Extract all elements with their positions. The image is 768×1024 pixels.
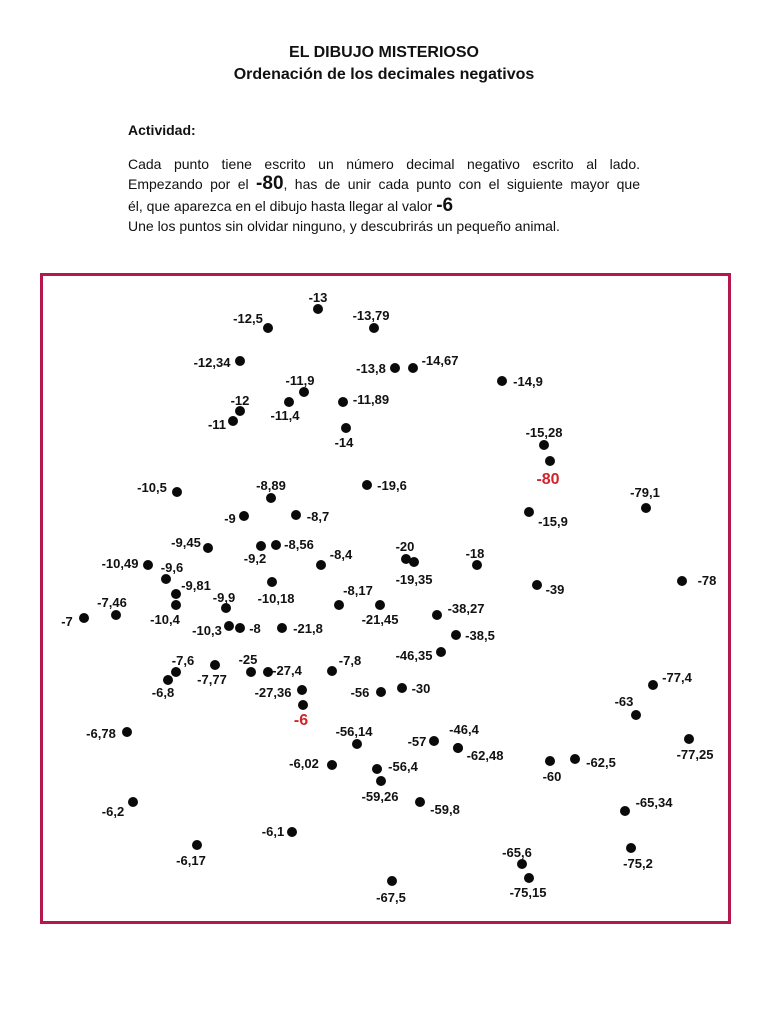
dot-label: -63 [614,694,634,709]
dot-label: -8,17 [343,583,373,598]
dot-label: -19,35 [395,572,433,587]
dot-marker [327,760,337,770]
dot-label: -7,8 [338,653,362,668]
dot-point [453,743,503,763]
dot-marker [631,710,641,720]
dot-point [615,694,641,720]
dot-label: -6,2 [101,804,125,819]
dot-marker [397,683,407,693]
dot-point [137,480,182,497]
dot-label: -79,1 [630,485,660,500]
dot-point [570,754,616,770]
dot-point [263,663,303,678]
dot-marker [517,859,527,869]
dot-marker [497,376,507,386]
dot-point [208,416,238,432]
dot-point [171,653,194,677]
dot-point [256,478,286,503]
dot-point [197,660,227,687]
dot-marker [641,503,651,513]
dot-marker [570,754,580,764]
dot-label: -59,8 [430,802,460,817]
dot-label: -6,8 [151,685,175,700]
dot-marker [128,797,138,807]
dot-marker [256,541,266,551]
dot-point [327,653,361,676]
dot-point [524,507,568,529]
activity-label: Actividad: [128,122,196,138]
dot-point [277,621,323,636]
dot-marker [122,727,132,737]
dot-point [289,756,337,771]
dot-label: -19,6 [377,478,407,493]
dot-label: -62,5 [586,755,616,770]
dot-marker [375,600,385,610]
dot-point [233,311,273,333]
dot-point [510,873,547,900]
dot-label: -6,17 [176,853,206,868]
dot-point [396,557,433,587]
dot-label: -9,2 [243,551,267,566]
dot-label: -27,4 [272,663,302,678]
dot-label: -12 [230,393,250,408]
dot-label: -75,2 [623,856,653,871]
dot-marker [299,387,309,397]
dot-label: -38,27 [447,601,485,616]
dot-point [356,361,400,376]
dot-label: -10,5 [137,480,167,495]
dot-marker [376,687,386,697]
dot-marker [626,843,636,853]
dot-label: -21,45 [361,612,399,627]
dot-marker [453,743,463,753]
dot-marker [266,493,276,503]
dot-label: -39 [545,582,565,597]
dot-point [194,355,245,370]
dot-point [316,547,353,570]
dot-point [294,700,308,729]
page-title: EL DIBUJO MISTERIOSO [289,44,479,61]
dot-point [213,590,235,613]
dot-marker [297,685,307,695]
dot-label: -9 [224,511,236,526]
dot-marker [429,736,439,746]
dot-point [224,511,249,526]
dot-point [262,824,297,839]
dot-label: -10,4 [150,612,180,627]
dot-label: -65,34 [635,795,673,810]
end-number: -6 [436,195,454,216]
dot-point [334,583,373,610]
dot-label: -8,56 [284,537,314,552]
dot-label: -56,14 [335,724,373,739]
dot-label: -7,46 [97,595,127,610]
dot-point [677,573,716,588]
dot-point [415,797,460,817]
dot-point [497,374,543,389]
dot-point [150,600,181,627]
dot-label: -8 [249,621,261,636]
dot-point [271,537,314,552]
dot-point [255,685,307,700]
dot-point [258,577,295,606]
dot-point [244,541,266,566]
dot-label: -30 [411,681,431,696]
dot-marker [267,577,277,587]
dot-label: -7,77 [197,672,227,687]
dot-label: -46,35 [395,648,433,663]
dot-marker [369,323,379,333]
dot-point [466,546,485,570]
dot-label: -6,78 [86,726,116,741]
dot-point [451,628,495,643]
dot-point [532,580,564,597]
dot-marker [239,511,249,521]
dot-label: -25 [238,652,258,667]
instruction-line-2-post: , has de unir cada punto con el siguiente mayor que [283,176,640,192]
dot-marker [338,397,348,407]
dot-label: -20 [395,539,415,554]
dot-label: -13,79 [352,308,390,323]
dot-marker [224,621,234,631]
dot-marker [390,363,400,373]
dot-marker [409,557,419,567]
dot-point [351,685,386,700]
dot-point [526,425,563,450]
dot-label: -77,25 [676,747,714,762]
dot-point [235,621,261,636]
dot-label: -7,6 [171,653,195,668]
dot-marker [648,680,658,690]
dot-marker [284,397,294,407]
dot-point [432,601,484,620]
dot-label: -13,8 [356,361,386,376]
dot-point [630,485,660,513]
dot-point [677,734,714,762]
dot-label: -11,9 [285,373,315,388]
dot-label: -80 [536,471,560,488]
dot-label: -8,4 [329,547,353,562]
dot-point [61,613,89,629]
dot-marker [684,734,694,744]
dot-label: -56,4 [388,759,418,774]
dot-label: -15,28 [525,425,563,440]
dot-marker [524,873,534,883]
dot-label: -14,9 [513,374,543,389]
dot-label: -77,4 [662,670,692,685]
dot-marker [171,667,181,677]
dot-marker [352,739,362,749]
dot-marker [291,510,301,520]
dot-point [336,724,374,749]
dot-label: -60 [542,769,562,784]
dot-marker [143,560,153,570]
dot-point [86,726,132,741]
dot-marker [172,487,182,497]
dot-marker [210,660,220,670]
dot-marker [287,827,297,837]
dot-marker [408,363,418,373]
dot-marker [362,480,372,490]
dot-label: -46,4 [449,722,479,737]
dot-marker [161,574,171,584]
dot-point [396,647,446,663]
dot-marker [327,666,337,676]
dot-marker [620,806,630,816]
dot-point [171,578,211,599]
dot-label: -11,89 [352,392,390,407]
dot-marker [387,876,397,886]
dot-label: -78 [697,573,717,588]
dot-label: -27,36 [254,685,292,700]
dot-marker [171,589,181,599]
dot-marker [376,776,386,786]
dot-marker [451,630,461,640]
dot-marker [313,304,323,314]
dot-point [502,845,532,869]
dot-point [309,290,328,314]
dot-label: -14 [334,435,354,450]
dot-marker [171,600,181,610]
dot-label: -11,4 [270,408,300,423]
dot-label: -21,8 [293,621,323,636]
dot-point [102,797,138,819]
dot-marker [235,623,245,633]
dot-label: -65,6 [502,845,532,860]
dot-point [192,621,234,638]
dot-marker [316,560,326,570]
dot-label: -9,45 [171,535,201,550]
dot-marker [432,610,442,620]
dot-label: -62,48 [466,748,504,763]
dot-label: -56 [350,685,370,700]
dot-label: -38,5 [465,628,495,643]
dot-marker [298,700,308,710]
dot-point [648,670,693,690]
dot-point [362,600,399,627]
dot-point [152,675,174,700]
dot-marker [472,560,482,570]
dot-marker [271,540,281,550]
dot-marker [111,610,121,620]
dot-point [362,776,399,804]
dot-label: -59,26 [361,789,399,804]
dot-marker [545,456,555,466]
dot-point [353,308,390,333]
dot-point [335,423,355,450]
dot-point [372,759,419,774]
dot-label: -75,15 [509,885,547,900]
dot-marker [677,576,687,586]
dot-point [620,795,673,816]
dot-point [176,840,206,868]
dot-marker [532,580,542,590]
dot-point [231,393,250,416]
dot-marker [436,647,446,657]
dot-point [543,756,562,784]
dot-point [362,478,407,493]
dot-marker [192,840,202,850]
dot-marker [263,323,273,333]
dot-label: -13 [308,290,328,305]
dot-label: -10,3 [192,623,222,638]
dot-marker [545,756,555,766]
dot-point [271,397,301,423]
dot-label: -12,5 [233,311,263,326]
dot-marker [79,613,89,623]
dot-point [376,876,406,905]
page-subtitle: Ordenación de los decimales negativos [233,66,535,83]
dot-marker [372,764,382,774]
instruction-line-1-text: Cada punto tiene escrito un número decimal negativo escrito al lado. [128,156,640,172]
dot-point [408,353,458,373]
dot-label: -57 [407,734,427,749]
dot-point [239,652,258,677]
dot-label: -15,9 [538,514,568,529]
dot-label: -6 [293,712,309,729]
dot-marker [524,507,534,517]
dot-point [536,456,559,488]
dot-marker [277,623,287,633]
dot-label: -7 [61,614,73,629]
dot-label: -10,18 [257,591,295,606]
dot-marker [203,543,213,553]
dot-marker [539,440,549,450]
dot-point [286,373,315,397]
dot-label: -9,81 [181,578,211,593]
dot-label: -8,7 [306,509,330,524]
dot-label: -6,1 [261,824,285,839]
instruction-line-2-pre: Empezando por el [128,176,249,192]
dot-point [338,392,389,407]
dot-label: -10,49 [101,556,139,571]
dot-marker [228,416,238,426]
dot-marker [341,423,351,433]
dot-label: -9,6 [160,560,184,575]
dot-point [171,535,213,553]
dot-marker [235,356,245,366]
dot-label: -14,67 [421,353,459,368]
dot-point [397,681,430,696]
dot-label: -67,5 [376,890,406,905]
dot-marker [334,600,344,610]
dot-marker [415,797,425,807]
dot-point [408,734,439,749]
instruction-line-3-pre: él, que aparezca en el dibujo hasta llegar al valor [128,198,433,214]
dot-label: -12,34 [193,355,231,370]
dot-marker [163,675,173,685]
start-number: -80 [256,173,284,194]
dot-point [102,556,153,571]
dot-point [291,509,329,524]
dot-label: -8,89 [256,478,286,493]
dot-marker [246,667,256,677]
instruction-line-4-text: Une los puntos sin olvidar ninguno, y descubrirás un pequeño animal. [128,218,560,234]
dot-point [97,595,127,620]
dot-label: -18 [465,546,485,561]
dot-label: -6,02 [289,756,319,771]
dot-label: -11 [207,417,227,432]
dot-label: -9,9 [212,590,236,605]
dot-point [623,843,653,871]
dot-point [161,560,183,584]
